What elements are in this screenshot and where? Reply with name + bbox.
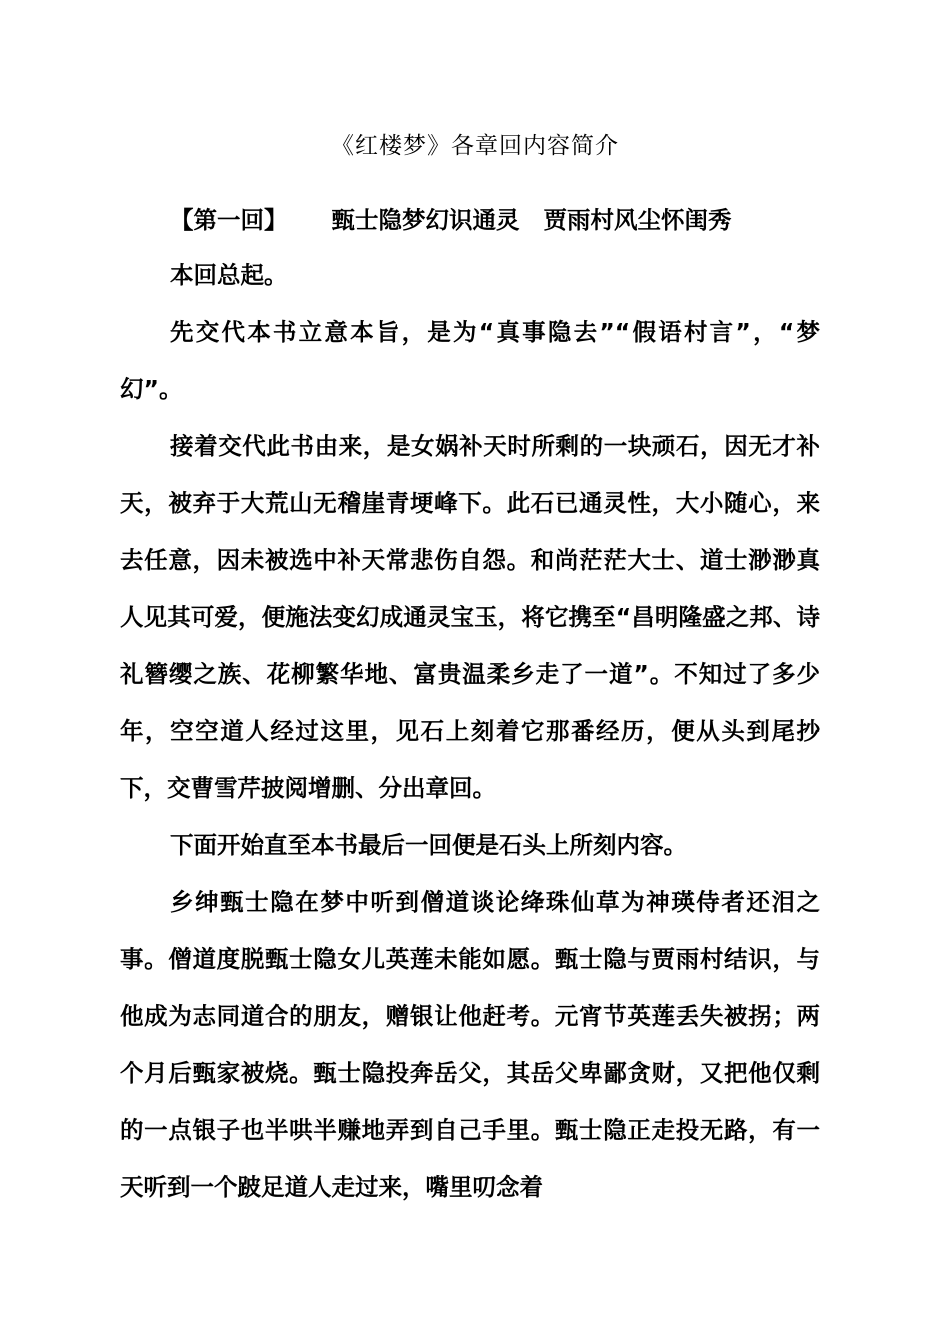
chapter-number: 【第一回】 [170, 206, 288, 234]
paragraph-intro: 本回总起。 [170, 261, 288, 289]
paragraph-transition: 下面开始直至本书最后一回便是石头上所刻内容。 [170, 831, 687, 859]
document-title: 《红楼梦》各章回内容简介 [331, 133, 619, 159]
chapter-title-part1: 甄士隐梦幻识通灵 [331, 206, 520, 234]
chapter-heading [170, 203, 732, 237]
chapter-title-part2: 贾雨村风尘怀闺秀 [543, 206, 732, 234]
paragraph-origin: 接着交代此书由来，是女娲补天时所剩的一块顽石，因无才补天，被弃于大荒山无稽崖青埂峰下。此石已通灵性，大小随心，来去任意，因未被选中补天常悲伤自怨。和尚茫茫大士、道士渺渺真人见其可爱，便施法变幻成通灵宝玉，将它携至“昌明隆盛之邦、诗礼簪缨之族、花柳繁华地、富贵温柔乡走了一道”。不知过了多少年，空空道人经过这里，见石上刻着它那番经历，便从头到尾抄下，交曹雪芹披阅增删、分出章回。 [120, 432, 820, 802]
paragraph-story: 乡绅甄士隐在梦中听到僧道谈论绛珠仙草为神瑛侍者还泪之事。僧道度脱甄士隐女儿英莲未能如愿。甄士隐与贾雨村结识，与他成为志同道合的朋友，赠银让他赶考。元宵节英莲丢失被拐；两个月后甄家被烧。甄士隐投奔岳父，其岳父卑鄙贪财，又把他仅剩的一点银子也半哄半赚地弄到自己手里。甄士隐正走投无路，有一天听到一个跛足道人走过来，嘴里叨念着 [120, 888, 820, 1201]
paragraph-purpose: 先交代本书立意本旨，是为“真事隐去”“假语村言”，“梦幻”。 [120, 318, 820, 403]
